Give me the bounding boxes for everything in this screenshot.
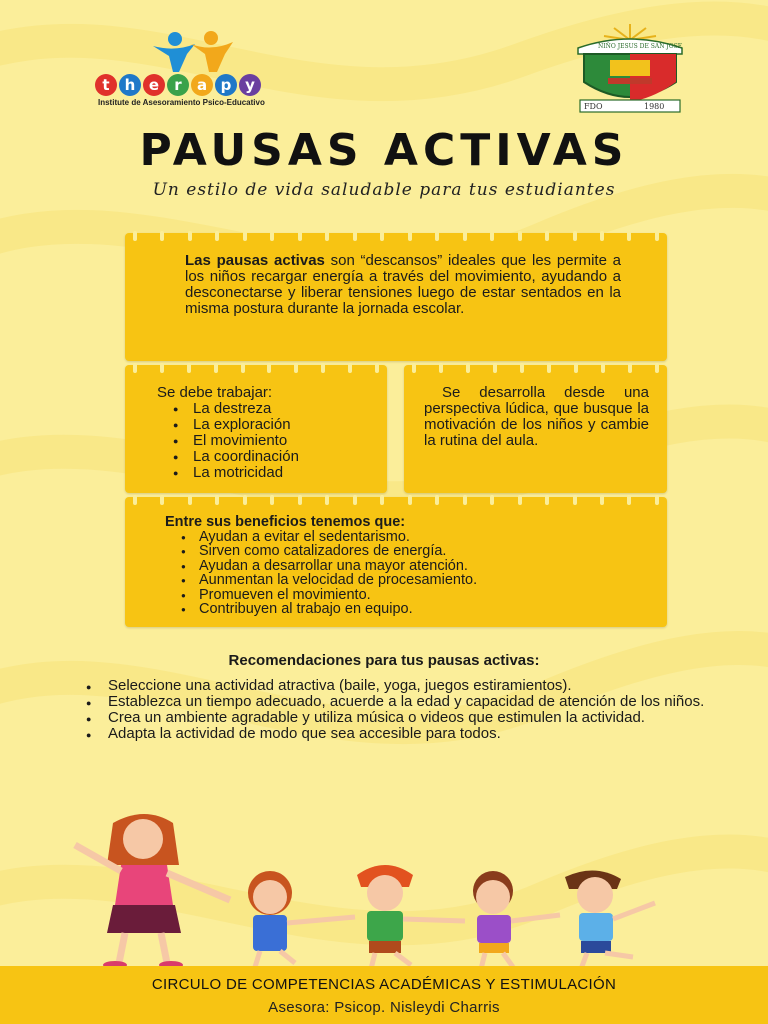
list-item: ● Crea un ambiente agradable y utiliza música o videos que estimulen la actividad. xyxy=(108,710,728,726)
logo-letter: a xyxy=(191,74,213,96)
seal-year: 1980 xyxy=(644,102,665,111)
footer xyxy=(0,966,768,1024)
child-figure xyxy=(565,870,655,969)
recommendations-list xyxy=(80,678,728,742)
logo-letter: h xyxy=(119,74,141,96)
logo-letter: t xyxy=(95,74,117,96)
list-item: ● Establezca un tiempo adecuado, acuerde a la edad y capacidad de atención de los niños. xyxy=(108,694,728,710)
list-item: ● Aunmentan la velocidad de procesamiento. xyxy=(199,573,647,588)
definition-body: son “descansos” ideales que les permite a los niños recargar energía a través del movimiento, ayudando a desconectarse y liberar tensiones luego de estar sentados en la misma postura durante la jornada escolar. xyxy=(185,252,621,317)
child-figure xyxy=(357,865,465,969)
card-perforation xyxy=(133,231,659,239)
list-item: ● El movimiento xyxy=(193,433,377,449)
logo-subtitle: Institute de Asesoramiento Psico-Educativo xyxy=(98,98,265,107)
list-item: ● La motricidad xyxy=(193,465,377,481)
work-areas-list xyxy=(157,401,377,481)
child-figure xyxy=(473,871,560,969)
work-areas-content xyxy=(157,385,377,481)
seal-crest-icon xyxy=(570,20,690,115)
logo-letter: e xyxy=(143,74,165,96)
people-logo-icon xyxy=(145,30,265,76)
list-item: ● La coordinación xyxy=(193,449,377,465)
list-item: ● La exploración xyxy=(193,417,377,433)
page-title: PAUSAS ACTIVAS xyxy=(139,125,629,176)
teacher-and-children-illustration xyxy=(55,805,695,975)
card-perforation xyxy=(133,363,379,371)
benefits-content xyxy=(165,515,647,617)
definition-lead: Las pausas activas xyxy=(185,252,325,269)
recommendations-heading: Recomendaciones para tus pausas activas: xyxy=(228,652,540,669)
page-subtitle: Un estilo de vida saludable para tus estudiantes xyxy=(152,180,616,200)
list-item: ● Seleccione una actividad atractiva (baile, yoga, juegos estiramientos). xyxy=(108,678,728,694)
ludic-text: Se desarrolla desde una perspectiva lúdica, que busque la motivación de los niños y cambie la rutina del aula. xyxy=(424,384,649,449)
teacher-figure xyxy=(75,814,230,969)
list-item: ● Ayudan a evitar el sedentarismo. xyxy=(199,530,647,545)
list-item: ● Adapta la actividad de modo que sea accesible para todos. xyxy=(108,726,728,742)
benefits-card xyxy=(125,497,667,627)
list-item: ● La destreza xyxy=(193,401,377,417)
list-item: ● Contribuyen al trabajo en equipo. xyxy=(199,602,647,617)
footer-title: CIRCULO DE COMPETENCIAS ACADÉMICAS Y ESTIMULACIÓN xyxy=(151,976,617,993)
list-item: ● Promueven el movimiento. xyxy=(199,588,647,603)
therapy-wordmark xyxy=(95,74,261,96)
school-seal xyxy=(570,20,690,115)
card-perforation xyxy=(412,363,659,371)
benefits-list xyxy=(165,530,647,617)
list-item: ● Sirven como catalizadores de energía. xyxy=(199,544,647,559)
ludic-card xyxy=(404,365,667,493)
seal-ribbon-text: NIÑO JESUS DE SAN JOSE xyxy=(598,43,683,50)
work-areas-heading: Se debe trabajar: xyxy=(157,384,273,401)
footer-advisor: Asesora: Psicop. Nisleydi Charris xyxy=(268,999,500,1016)
logo-letter: r xyxy=(167,74,189,96)
work-areas-card xyxy=(125,365,387,493)
card-perforation xyxy=(133,495,659,503)
benefits-heading: Entre sus beneficios tenemos que: xyxy=(165,514,406,530)
definition-card xyxy=(125,233,667,361)
child-figure xyxy=(248,871,355,967)
logo-letter: p xyxy=(215,74,237,96)
definition-text xyxy=(185,253,621,317)
therapy-logo xyxy=(95,30,295,110)
list-item: ● Ayudan a desarrollar una mayor atención. xyxy=(199,559,647,574)
logo-letter: y xyxy=(239,74,261,96)
seal-fdo-label: FDO xyxy=(584,102,603,111)
